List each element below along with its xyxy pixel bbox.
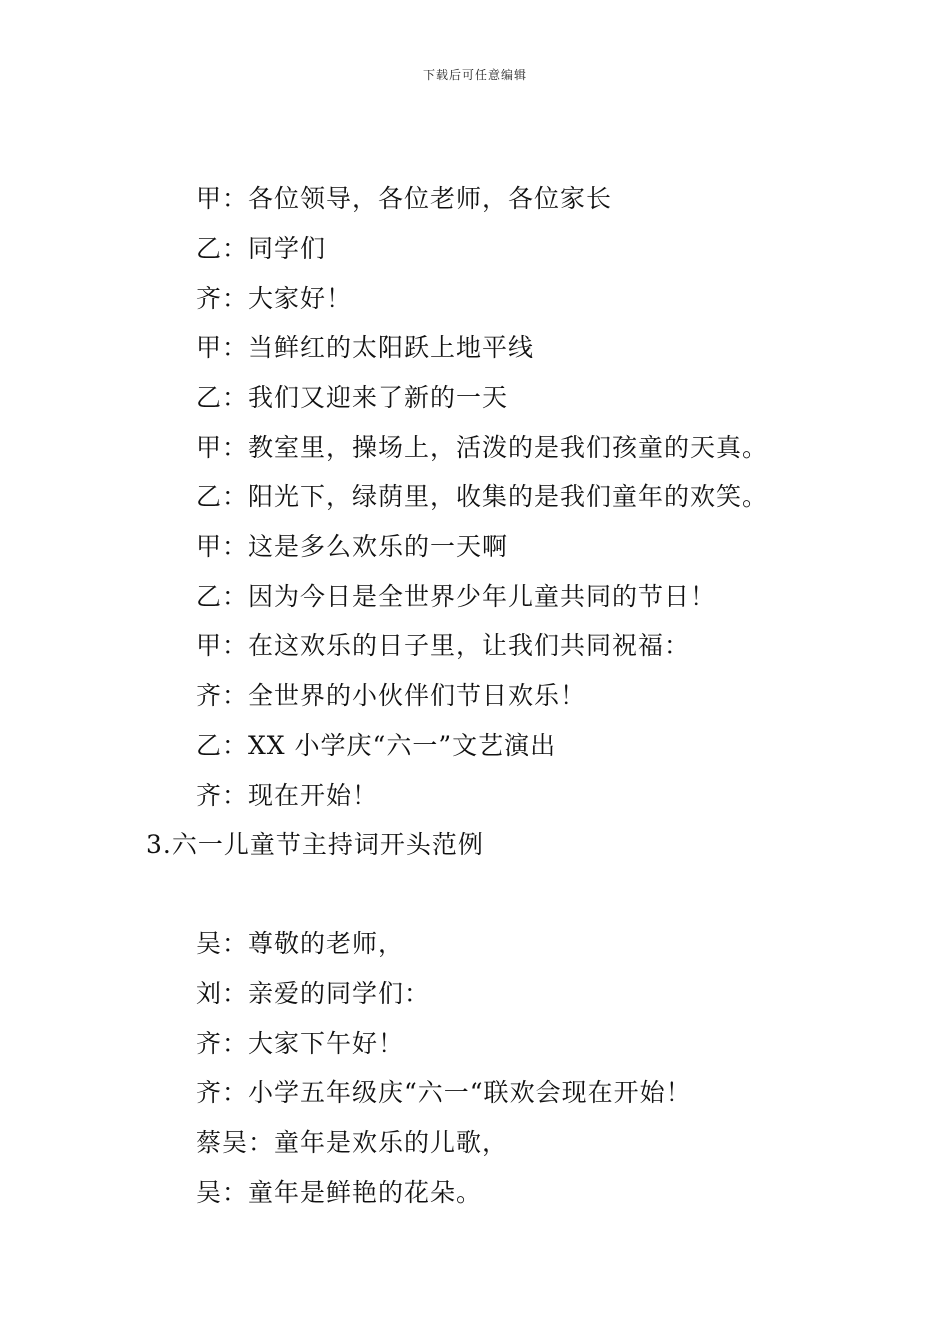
dialogue-line: 吴：童年是鲜艳的花朵。 [196,1178,483,1207]
dialogue-line: 甲：教室里，操场上，活泼的是我们孩童的天真。 [196,433,769,462]
dialogue-line: 乙：因为今日是全世界少年儿童共同的节日！ [196,582,717,611]
dialogue-line: 乙：阳光下，绿荫里，收集的是我们童年的欢笑。 [196,482,769,511]
dialogue-line: 乙：XX 小学庆“六一”文艺演出 [196,731,557,760]
dialogue-line: 齐：小学五年级庆“六一“联欢会现在开始！ [196,1078,692,1107]
dialogue-line: 甲：这是多么欢乐的一天啊 [196,532,509,561]
dialogue-line: 甲：当鲜红的太阳跃上地平线 [196,333,535,362]
dialogue-line: 齐：现在开始！ [196,781,379,810]
section-heading: 3.六一儿童节主持词开头范例 [146,830,484,859]
dialogue-line: 乙：同学们 [196,234,327,263]
dialogue-line: 蔡吴：童年是欢乐的儿歌， [196,1128,509,1157]
dialogue-line: 甲：各位领导，各位老师，各位家长 [196,184,613,213]
dialogue-line: 乙：我们又迎来了新的一天 [196,383,509,412]
dialogue-line: 刘：亲爱的同学们： [196,979,431,1008]
page-header: 下载后可任意编辑 [422,68,527,82]
dialogue-line: 吴：尊敬的老师， [196,929,405,958]
dialogue-line: 齐：大家好！ [196,284,353,313]
dialogue-line: 甲：在这欢乐的日子里，让我们共同祝福： [196,631,691,660]
dialogue-line: 齐：大家下午好！ [196,1029,405,1058]
dialogue-line: 齐：全世界的小伙伴们节日欢乐！ [196,681,587,710]
